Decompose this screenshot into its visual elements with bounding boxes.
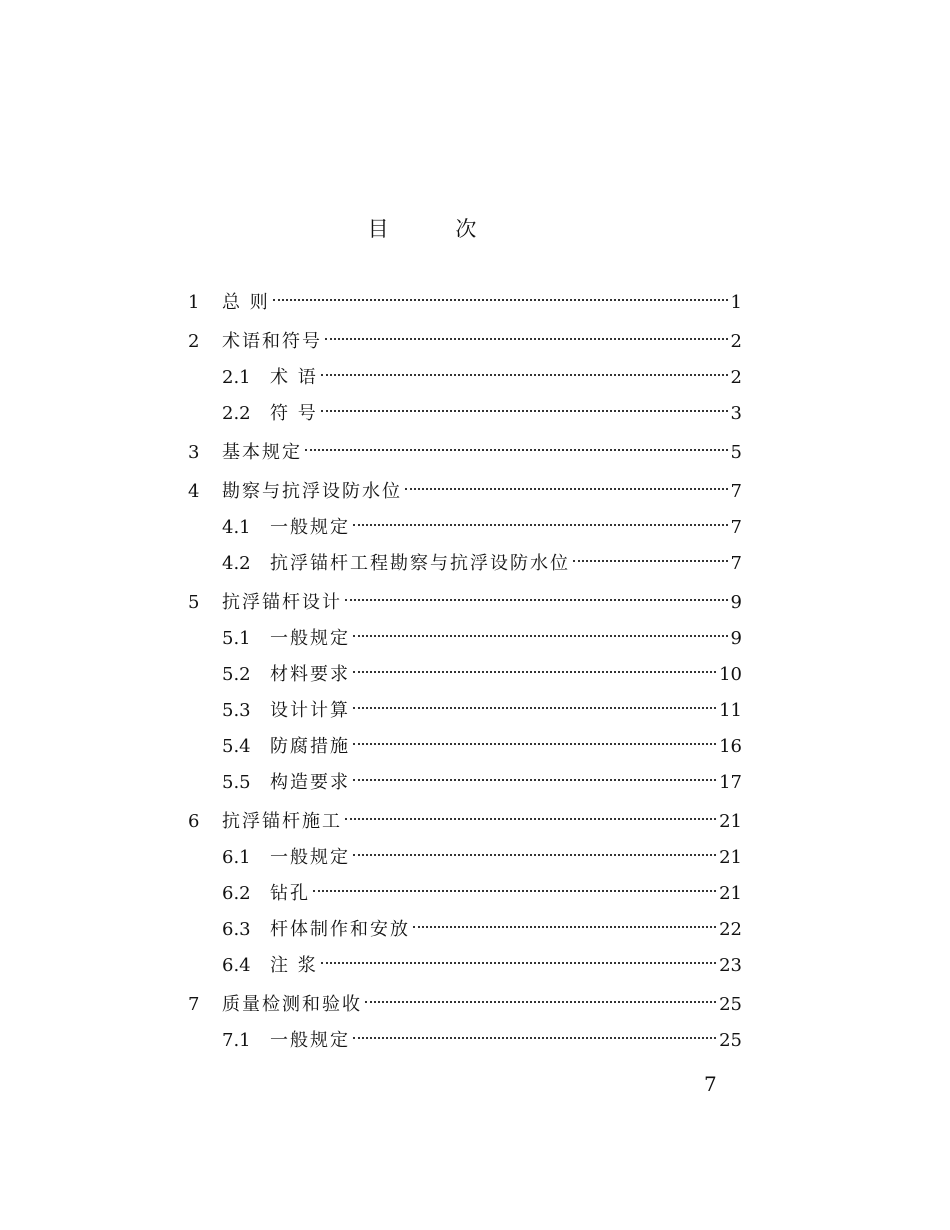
toc-section-entry[interactable] — [188, 840, 742, 876]
dot-leader — [313, 890, 716, 892]
toc-entry-number: 5.4 — [222, 736, 251, 757]
dot-leader — [353, 854, 716, 856]
toc-entry-title: 防腐措施 — [270, 736, 350, 757]
toc-entry-number: 2.2 — [222, 403, 251, 424]
dot-leader — [273, 299, 728, 301]
dot-leader — [345, 818, 716, 820]
toc-section-entry[interactable] — [188, 948, 742, 984]
toc-entry-title: 一般规定 — [270, 628, 350, 649]
dot-leader — [353, 671, 716, 673]
toc-entry-number: 6 — [188, 811, 200, 832]
toc-section-entry[interactable] — [188, 876, 742, 912]
toc-entry-page: 3 — [730, 403, 742, 424]
toc-entry-page: 10 — [719, 664, 742, 685]
toc-section-entry[interactable] — [188, 396, 742, 432]
toc-entry-number: 2.1 — [222, 367, 251, 388]
toc-section-entry[interactable] — [188, 765, 742, 801]
toc-entry-title: 设计计算 — [270, 700, 350, 721]
dot-leader — [353, 743, 716, 745]
dot-leader — [325, 338, 728, 340]
toc-entry-page: 22 — [719, 919, 742, 940]
toc-entry-title: 一般规定 — [270, 847, 350, 868]
toc-entry-page: 5 — [730, 442, 742, 463]
toc-entry-number: 5.3 — [222, 700, 251, 721]
table-of-contents — [188, 285, 742, 1059]
toc-chapter-entry[interactable] — [188, 285, 742, 321]
toc-entry-title: 基本规定 — [222, 442, 302, 463]
toc-chapter-entry[interactable] — [188, 804, 742, 840]
dot-leader — [365, 1001, 716, 1003]
toc-entry-page: 7 — [730, 517, 742, 538]
toc-entry-page: 1 — [730, 292, 742, 313]
toc-entry-page: 25 — [719, 994, 742, 1015]
dot-leader — [405, 488, 728, 490]
toc-section-entry[interactable] — [188, 912, 742, 948]
toc-entry-page: 21 — [719, 883, 742, 904]
toc-entry-number: 3 — [188, 442, 200, 463]
toc-entry-number: 6.3 — [222, 919, 251, 940]
toc-entry-page: 9 — [730, 592, 742, 613]
toc-entry-title: 抗浮锚杆施工 — [222, 811, 342, 832]
page-number: 7 — [704, 1072, 717, 1096]
dot-leader — [353, 635, 728, 637]
dot-leader — [321, 410, 728, 412]
toc-entry-page: 9 — [730, 628, 742, 649]
toc-entry-title: 抗浮锚杆工程勘察与抗浮设防水位 — [270, 553, 570, 574]
dot-leader — [413, 926, 716, 928]
toc-entry-page: 17 — [719, 772, 742, 793]
toc-entry-number: 5.5 — [222, 772, 251, 793]
toc-entry-number: 4.1 — [222, 517, 251, 538]
toc-entry-title: 符 号 — [270, 403, 318, 424]
toc-entry-title: 一般规定 — [270, 517, 350, 538]
toc-section-entry[interactable] — [188, 510, 742, 546]
toc-entry-page: 11 — [719, 700, 742, 721]
toc-entry-page: 21 — [719, 811, 742, 832]
toc-entry-title: 构造要求 — [270, 772, 350, 793]
toc-entry-page: 16 — [719, 736, 742, 757]
toc-entry-title: 术 语 — [270, 367, 318, 388]
toc-entry-number: 1 — [188, 292, 200, 313]
toc-entry-page: 21 — [719, 847, 742, 868]
toc-chapter-entry[interactable] — [188, 324, 742, 360]
toc-chapter-entry[interactable] — [188, 987, 742, 1023]
toc-entry-number: 7.1 — [222, 1030, 251, 1051]
toc-entry-number: 5.2 — [222, 664, 251, 685]
toc-entry-title: 杆体制作和安放 — [270, 919, 410, 940]
toc-section-entry[interactable] — [188, 546, 742, 582]
dot-leader — [345, 599, 728, 601]
toc-entry-page: 2 — [730, 331, 742, 352]
toc-chapter-entry[interactable] — [188, 474, 742, 510]
toc-entry-number: 5 — [188, 592, 200, 613]
toc-entry-title: 材料要求 — [270, 664, 350, 685]
toc-entry-number: 4 — [188, 481, 200, 502]
dot-leader — [305, 449, 728, 451]
dot-leader — [353, 524, 728, 526]
toc-entry-number: 6.4 — [222, 955, 251, 976]
toc-entry-number: 6.2 — [222, 883, 251, 904]
toc-entry-title: 术语和符号 — [222, 331, 322, 352]
toc-entry-title: 勘察与抗浮设防水位 — [222, 481, 402, 502]
toc-entry-title: 注 浆 — [270, 955, 318, 976]
toc-entry-title: 总 则 — [222, 292, 270, 313]
toc-entry-number: 4.2 — [222, 553, 251, 574]
dot-leader — [353, 779, 716, 781]
dot-leader — [321, 962, 716, 964]
dot-leader — [321, 374, 728, 376]
toc-entry-number: 6.1 — [222, 847, 251, 868]
toc-entry-number: 5.1 — [222, 628, 251, 649]
toc-entry-number: 2 — [188, 331, 200, 352]
toc-entry-title: 质量检测和验收 — [222, 994, 362, 1015]
toc-section-entry[interactable] — [188, 729, 742, 765]
toc-entry-page: 2 — [730, 367, 742, 388]
toc-entry-page: 25 — [719, 1030, 742, 1051]
toc-section-entry[interactable] — [188, 1023, 742, 1059]
toc-chapter-entry[interactable] — [188, 435, 742, 471]
toc-entry-page: 7 — [730, 553, 742, 574]
toc-entry-title: 钻孔 — [270, 883, 310, 904]
toc-section-entry[interactable] — [188, 621, 742, 657]
toc-entry-title: 抗浮锚杆设计 — [222, 592, 342, 613]
page-title: 目 次 — [367, 217, 507, 241]
toc-section-entry[interactable] — [188, 360, 742, 396]
toc-entry-number: 7 — [188, 994, 200, 1015]
dot-leader — [353, 707, 716, 709]
toc-section-entry[interactable] — [188, 693, 742, 729]
toc-chapter-entry[interactable] — [188, 585, 742, 621]
dot-leader — [573, 560, 728, 562]
toc-entry-page: 23 — [719, 955, 742, 976]
dot-leader — [353, 1037, 716, 1039]
toc-section-entry[interactable] — [188, 657, 742, 693]
toc-entry-title: 一般规定 — [270, 1030, 350, 1051]
toc-entry-page: 7 — [730, 481, 742, 502]
